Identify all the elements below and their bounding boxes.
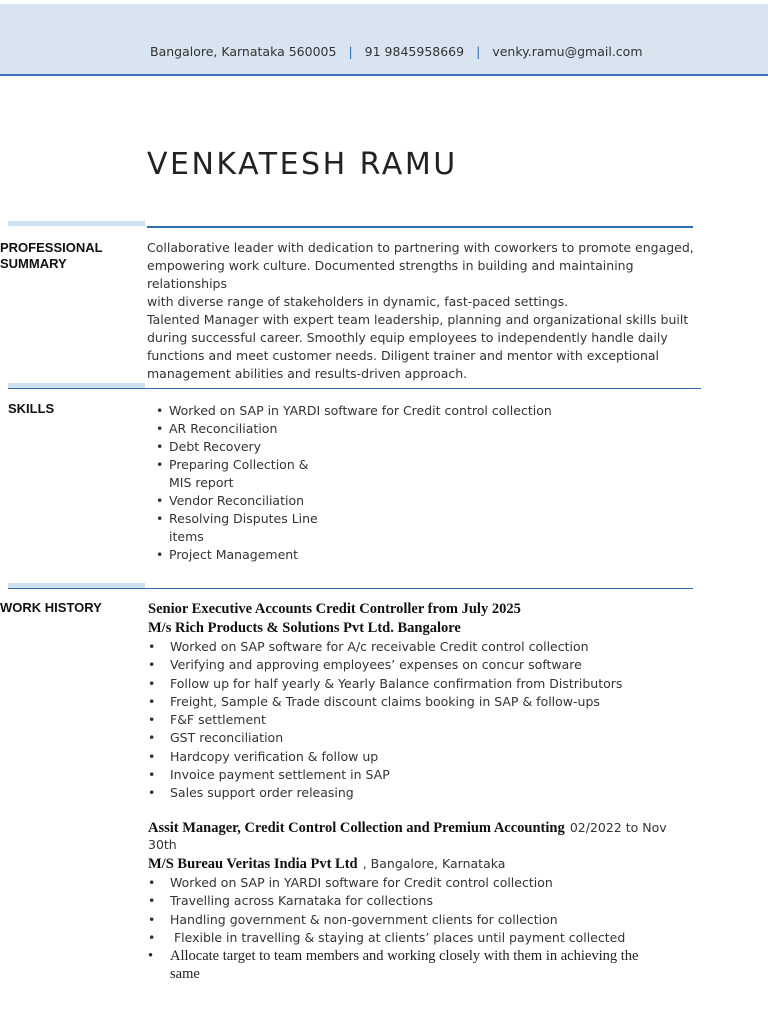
- summary-heading-line: PROFESSIONAL: [0, 240, 103, 255]
- contact-separator: |: [476, 44, 481, 59]
- duty-item: • Verifying and approving employees’ expenses on concur software: [125, 656, 708, 674]
- skill-text: Debt Recovery: [169, 439, 262, 454]
- summary-line: management abilities and results-driven approach.: [147, 366, 468, 381]
- summary-line: during successful career. Smoothly equip employees to independently handle daily: [147, 330, 668, 345]
- skill-text: Worked on SAP in YARDI software for Credit control collection: [169, 403, 552, 418]
- skill-item: [148, 546, 568, 564]
- section-tab: [8, 221, 145, 226]
- skill-text: Preparing Collection &: [169, 457, 309, 472]
- job-title-line: [148, 818, 708, 837]
- duty-item: • Sales support order releasing: [125, 784, 708, 802]
- skill-text: MIS report: [169, 475, 234, 490]
- duty-text: Allocate target to team members and working closely with them in achieving the: [170, 948, 639, 965]
- skill-text: items: [169, 529, 204, 544]
- contact-phone[interactable]: 91 9845958669: [364, 44, 465, 59]
- skill-item: [148, 420, 568, 438]
- summary-heading: [0, 240, 103, 272]
- skill-text: Project Management: [169, 547, 299, 562]
- contact-line: [150, 44, 643, 59]
- duty-item: • Worked on SAP software for A/c receivable Credit control collection: [125, 638, 708, 656]
- job-entry: [148, 600, 708, 803]
- skill-item: [148, 492, 568, 510]
- duty-item: • Worked on SAP in YARDI software for Credit control collection: [125, 874, 708, 892]
- duty-item: • Follow up for half yearly & Yearly Balance confirmation from Distributors: [125, 675, 708, 693]
- header-band: [0, 4, 768, 76]
- job-duties: [125, 638, 708, 803]
- skill-item: [148, 510, 568, 546]
- work-heading: WORK HISTORY: [0, 600, 102, 615]
- skill-item: [148, 402, 568, 420]
- section-divider: [147, 226, 693, 228]
- contact-email[interactable]: venky.ramu@gmail.com: [492, 44, 643, 59]
- duty-item: • Hardcopy verification & follow up: [125, 748, 708, 766]
- skills-heading: SKILLS: [8, 401, 55, 416]
- skill-item: [148, 456, 568, 492]
- duty-item: • Travelling across Karnataka for collections: [125, 892, 708, 910]
- section-divider: [8, 388, 701, 389]
- duty-item: • Invoice payment settlement in SAP: [125, 766, 708, 784]
- job-title: Senior Executive Accounts Credit Controller from July 2025: [148, 601, 521, 617]
- duty-text: same: [170, 966, 200, 983]
- summary-line: functions and meet customer needs. Diligent trainer and mentor with exceptional: [147, 348, 660, 363]
- job-entry: [148, 818, 708, 983]
- summary-line: Collaborative leader with dedication to partnering with coworkers to promote engaged,: [147, 240, 694, 255]
- job-duties: [125, 874, 708, 983]
- summary-line: empowering work culture. Documented strengths in building and maintaining relationships: [147, 258, 634, 291]
- duty-item: • Freight, Sample & Trade discount claims booking in SAP & follow-ups: [125, 693, 708, 711]
- skill-text: Vendor Reconciliation: [169, 493, 305, 508]
- summary-line: with diverse range of stakeholders in dynamic, fast-paced settings.: [147, 294, 569, 309]
- candidate-name: VENKATESH RAMU: [147, 147, 458, 182]
- job-company: M/S Bureau Veritas India Pvt Ltd: [148, 856, 358, 872]
- job-date: 02/2022 to Nov: [569, 820, 667, 835]
- summary-heading-line: SUMMARY: [0, 256, 67, 271]
- job-company: M/s Rich Products & Solutions Pvt Ltd. Bangalore: [148, 620, 461, 636]
- skills-list: [148, 402, 568, 564]
- contact-separator: |: [348, 44, 353, 59]
- duty-item: • Handling government & non-government clients for collection: [125, 911, 708, 929]
- duty-item: • GST reconciliation: [125, 729, 708, 747]
- job-location: , Bangalore, Karnataka: [362, 856, 506, 871]
- skill-text: Resolving Disputes Line: [169, 511, 318, 526]
- job-date: 30th: [148, 837, 177, 852]
- summary-text: [147, 239, 707, 383]
- duty-item: [125, 947, 708, 983]
- summary-line: Talented Manager with expert team leadership, planning and organizational skills built: [147, 312, 689, 327]
- skill-text: AR Reconciliation: [169, 421, 278, 436]
- duty-item: • Flexible in travelling & staying at clients’ places until payment collected: [125, 929, 708, 947]
- job-title: Assit Manager, Credit Control Collection and Premium Accounting: [148, 820, 565, 836]
- duty-item: • F&F settlement: [125, 711, 708, 729]
- skill-item: [148, 438, 568, 456]
- section-divider: [8, 588, 693, 589]
- job-company-line: [148, 853, 708, 874]
- contact-address: Bangalore, Karnataka 560005: [150, 44, 337, 59]
